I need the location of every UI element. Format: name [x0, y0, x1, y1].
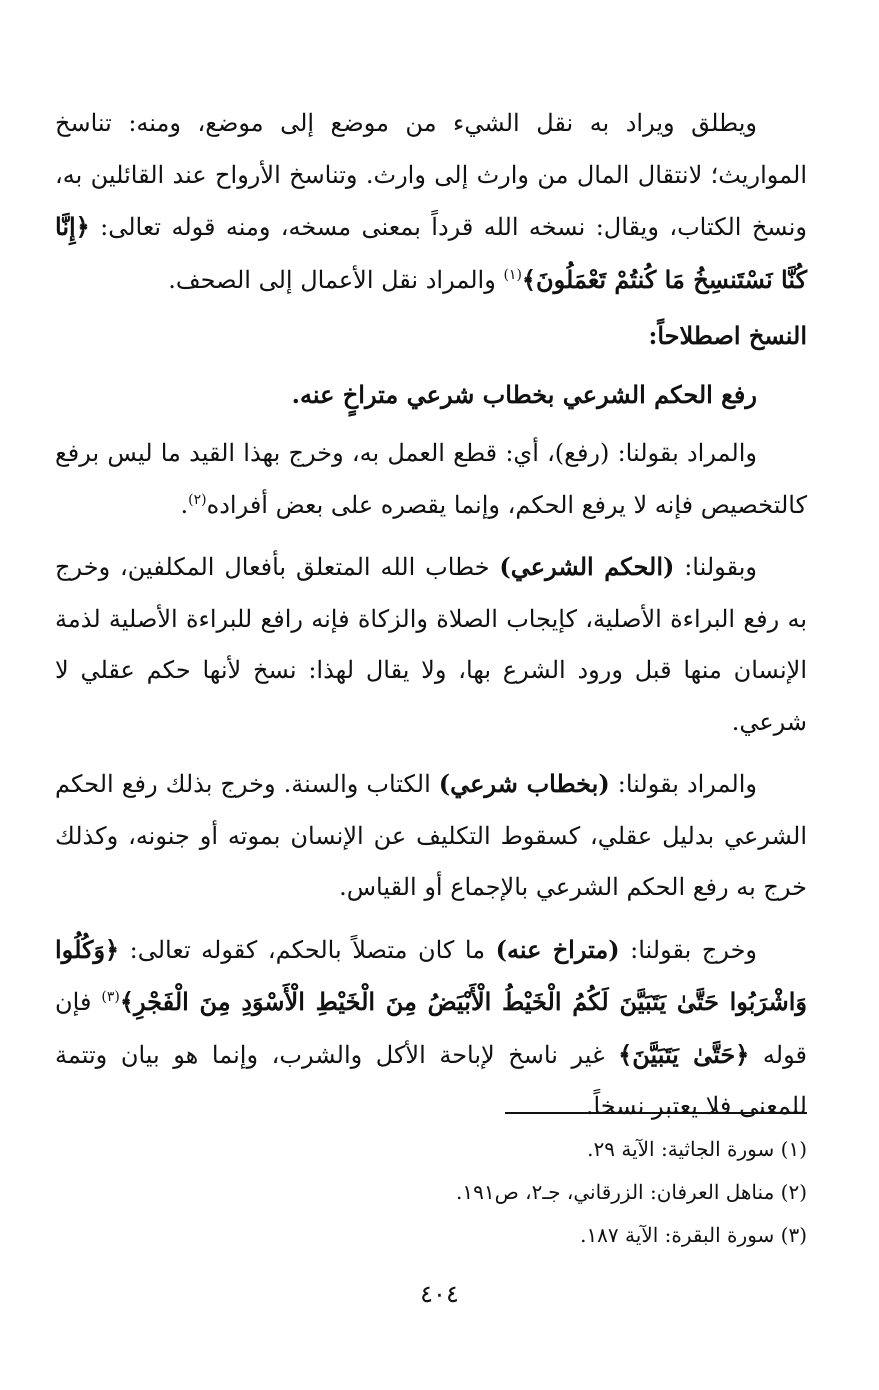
bold-term: (متراخ عنه) [495, 934, 620, 964]
paragraph-text: وخرج بقولنا: [630, 935, 757, 964]
section-heading: النسخ اصطلاحاً: [648, 321, 807, 350]
paragraph-text: غير ناسخ لإباحة الأكل والشرب، وإنما هو بيان وتتمة للمعنى فلا يعتبر نسخاً. [55, 1040, 807, 1120]
paragraph-text: والمراد بقولنا: (رفع)، أي: قطع العمل به، وخرج بهذا القيد ما ليس برفع كالتخصيص فإنه لا يرفع الحكم، وإنما يقصره على بعض أفراده [55, 439, 807, 519]
quran-verse: ﴿وَكُلُوا وَاشْرَبُوا حَتَّىٰ يَتَبَيَّنَ لَكُمُ الْخَيْطُ الْأَبْيَضُ مِنَ الْخَيْطِ الْأَسْوَدِ مِنَ الْفَجْرِ﴾ [55, 934, 807, 1016]
paragraph-raf [55, 428, 807, 531]
quran-verse: ﴿حَتَّىٰ يَتَبَيَّنَ﴾ [618, 1039, 750, 1069]
paragraph-text: والمراد نقل الأعمال إلى الصحف. [168, 265, 496, 294]
paragraph-text: ما كان متصلاً بالحكم، كقوله تعالى: [129, 935, 486, 964]
footnote-item: (٣) سورة البقرة: الآية ١٨٧. [580, 1223, 807, 1247]
bold-term: (بخطاب شرعي) [438, 769, 610, 798]
definition: رفع الحكم الشرعي بخطاب شرعي متراخٍ عنه. [291, 380, 757, 409]
quran-verse: ﴿إِنَّا كُنَّا نَسْتَنسِخُ مَا كُنتُمْ تَعْمَلُونَ﴾ [55, 212, 807, 294]
footnote-marker[interactable]: (٢) [188, 491, 207, 508]
paragraph-text: خطاب الله المتعلق بأفعال المكلفين، وخرج به رفع البراءة الأصلية، كإيجاب الصلاة والزكاة فإنه رافع للبراءة الأصلية لذمة الإنسان منها قبل ورود الشرع بها، ولا يقال لهذا: نسخ لأنها حكم عقلي لا شرعي. [55, 553, 807, 736]
footnote-marker[interactable]: (٣) [101, 989, 120, 1005]
paragraph-hukm [55, 541, 807, 748]
paragraph-text: والمراد بقولنا: [617, 770, 757, 798]
paragraph-text: الكتاب والسنة. وخرج بذلك رفع الحكم الشرعي بدليل عقلي، كسقوط التكليف عن الإنسان بموته أو جنونه، وكذلك خرج به رفع الحكم الشرعي بالإجماع أو القياس. [55, 770, 808, 901]
paragraph-linguistic-meaning [55, 98, 807, 306]
footnote-item: (١) سورة الجاثية: الآية ٢٩. [587, 1137, 807, 1161]
paragraph-text: ويطلق ويراد به نقل الشيء من موضع إلى موضع، ومنه: تناسخ المواريث؛ لانتقال المال من وارث إلى وارث. وتناسخ الأرواح عند القائلين به، ونسخ الكتاب، ويقال: نسخه الله قرداً بمعنى مسخه، ومنه قوله تعالى: [55, 109, 807, 241]
paragraph-mutarakhi [55, 924, 807, 1133]
bold-term: (الحكم الشرعي) [499, 552, 675, 581]
paragraph-text: فإن قوله [55, 988, 807, 1069]
footnote-divider [505, 1112, 807, 1114]
footnotes [55, 1128, 807, 1257]
paragraph-text: . [180, 490, 189, 519]
page-body [55, 98, 807, 1133]
footnote-marker[interactable]: (١) [503, 266, 522, 283]
page-number: ٤٠٤ [420, 1280, 459, 1308]
footnote-item: (٢) مناهل العرفان: الزرقاني، جـ٢، ص١٩١. [456, 1180, 807, 1204]
paragraph-text: وبقولنا: [684, 553, 757, 581]
paragraph-khitab [55, 758, 807, 914]
